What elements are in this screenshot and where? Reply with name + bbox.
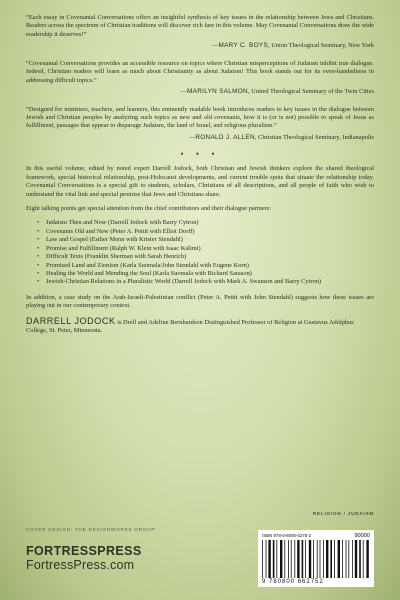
isbn-label: ISBN 978-0-8006-6275-2 — [262, 533, 312, 538]
endorser-affiliation: , United Theological Seminary of the Twin Cities — [247, 88, 374, 96]
publisher-name: FORTRESSPRESS — [26, 544, 142, 558]
endorsement-attribution: —MARY C. BOYS, Union Theological Seminary, New York — [212, 42, 374, 50]
barcode-icon — [262, 540, 370, 578]
endorser-name: MARY C. BOYS — [218, 42, 269, 50]
author-bio — [26, 317, 374, 336]
list-item: • Healing the World and Mending the Soul (Karla Suomala with Richard Sarason) — [46, 270, 374, 278]
section-separator: • • • — [180, 149, 220, 160]
list-intro: Eight talking points get special attention from the chief contributors and their dialogue partners: — [26, 205, 272, 213]
back-cover-text — [26, 14, 374, 335]
case-study-paragraph: In addition, a case study on the Arab-Israeli-Palestinian conflict (Peter A. Pettit with John Stendahl) suggests how these issues are playing out in our contemporary context. — [26, 293, 374, 310]
endorser-name: MARILYN SALMON — [187, 88, 248, 96]
list-item: • Law and Gospel (Esther Menn with Krister Stendahl) — [46, 236, 374, 244]
category-label: RELIGION / JUDAISM — [312, 511, 374, 516]
endorsement-attribution: —MARILYN SALMON, United Theological Seminary of the Twin Cities — [180, 88, 374, 96]
endorser-affiliation: , Christian Theological Seminary, Indianapolis — [254, 133, 374, 141]
publisher-url: FortressPress.com — [26, 558, 135, 572]
endorsement-3 — [26, 106, 374, 143]
endorser-name: RONALD J. ALLEN — [195, 133, 255, 141]
list-item: • Judaism Then and Now (Darrell Jodock with Barry Cytron) — [46, 219, 374, 227]
cover-design-credit: COVER DESIGN: THE DESIGNWORKS GROUP — [26, 527, 156, 532]
author-name: DARRELL JODOCK — [26, 315, 116, 326]
price-code: 90000 — [354, 533, 370, 539]
endorsement-quote: “Designed for ministers, teachers, and learners, this eminently readable book introduces readers to key issues in the dialogue between Jewish and Christian peoples by analyzing such topics as new and old covenants, how it is (or is not) possible to speak of Jesus as fulfillment, passages that appear to disparage Judaism, the land of Israel, and religious pluralism.” — [26, 105, 374, 130]
barcode-panel — [258, 530, 374, 587]
list-item: • Difficult Texts (Franklin Sherman with Sarah Henrich) — [46, 253, 374, 261]
endorsement-quote: “Each essay in Covenantal Conversations offers an insightful synthesis of key issues in the relationship between Jews and Christians. Readers across the spectrum of Christian traditions will discover rich fare in this volume. May Covenantal Conversations draw the wide readership it deserves!” — [26, 14, 374, 38]
list-item: • Promised Land and Zionism (Karla Suomala/John Stendahl with Eugene Korn) — [46, 262, 374, 270]
author-bio-text: is Drell and Adeline Bernhardson Distinguished Professor of Religion at Gustavus Adolphus College, St. Peter, Minnesota. — [26, 318, 354, 334]
endorser-affiliation: , Union Theological Seminary, New York — [268, 42, 374, 50]
list-item: • Jewish-Christian Relations in a Pluralistic World (Darrell Jodock with Mark A. Swanson and Barry Cytron) — [46, 278, 374, 286]
endorsement-attribution: —RONALD J. ALLEN, Christian Theological Seminary, Indianapolis — [188, 133, 374, 141]
topics-list — [26, 219, 374, 286]
endorsement-1 — [26, 14, 374, 51]
list-item: • Promise and Fulfillment (Ralph W. Klein with Isaac Kalimi) — [46, 245, 374, 253]
endorsement-2 — [26, 60, 374, 97]
list-item: • Covenants Old and New (Peter A. Pettit with Elliot Dorff) — [46, 228, 374, 236]
intro-paragraph: In this useful volume, edited by noted expert Darrell Jodock, both Christian and Jewish thinkers explore the shared theological framework, special historical relationship, post-Holocaust developments, and current trouble spots that situate the relationship today. Covenantal Conversations is a special gift to students, scholars, Christians of all descriptions, and all people of faith who wish to understand the vital link and special promise that Jews and Christians share. — [26, 165, 374, 198]
ean-digits: 9 780800 662752 — [262, 579, 324, 585]
publisher-logo — [26, 545, 142, 572]
endorsement-quote: “Covenantal Conversations provides an accessible resource on topics where Christian misperceptions of Judaism inhibit true dialogue. Indeed, Christian readers will learn as much about Christianity as about Judaism! This book stands out for its even-handedness in addressing difficult topics.” — [26, 59, 374, 84]
